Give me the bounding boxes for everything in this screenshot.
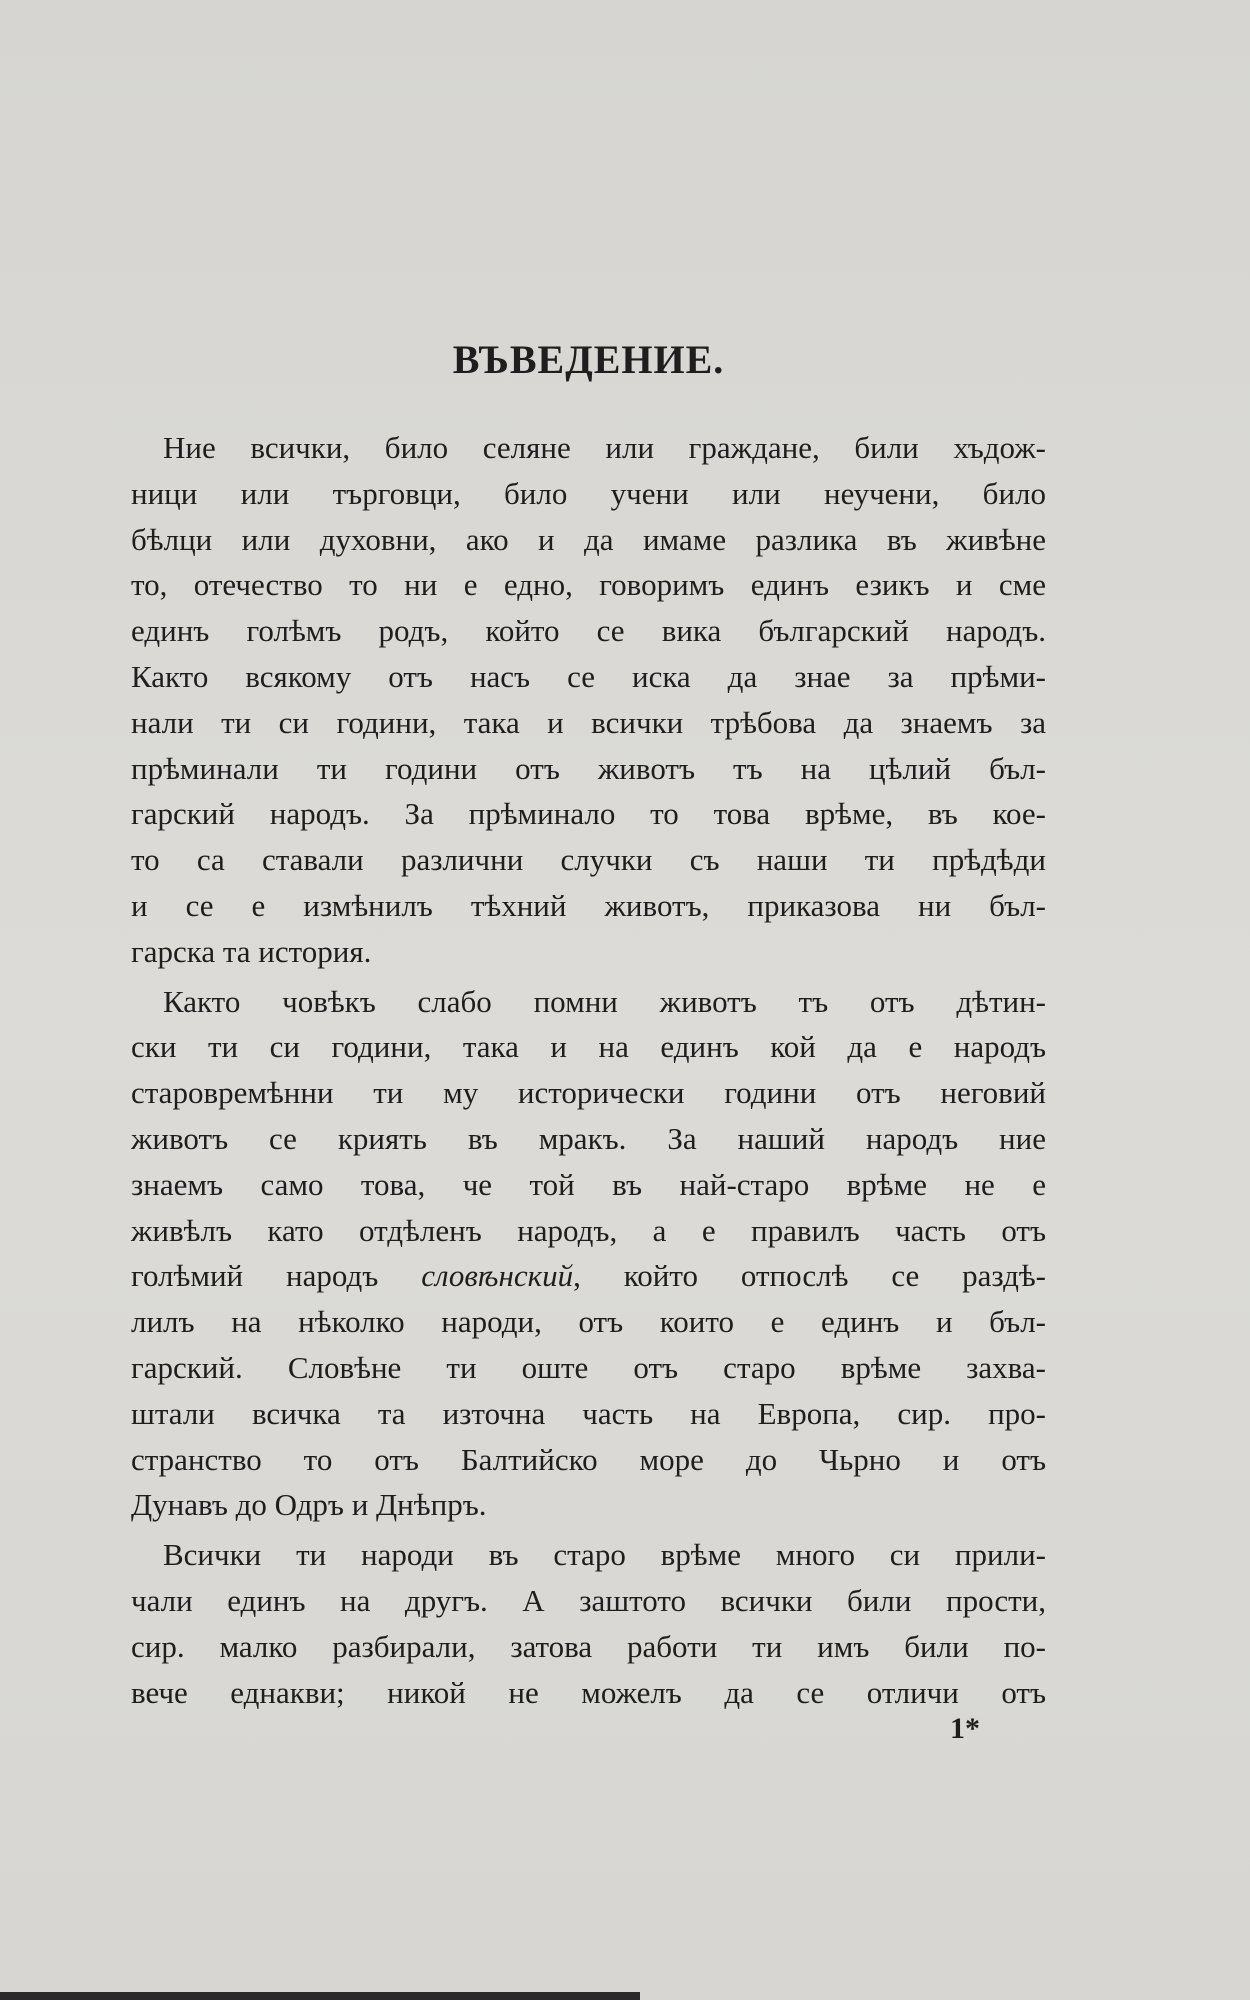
text-line: Ние всички, било селяне или граждане, били хъдож- xyxy=(163,430,1046,465)
text-line: то, отечество то ни е едно, говоримъ единъ езикъ и сме xyxy=(131,567,1046,603)
text-line: гарский народъ. За прѣминало то това врѣме, въ кое- xyxy=(131,796,1046,832)
text-line: животъ се криять въ мракъ. За наший народъ ние xyxy=(131,1120,1046,1156)
text-line: ски ти си години, така и на единъ кой да е народъ xyxy=(131,1029,1046,1065)
text-line: и се е измѣнилъ тѣхний животъ, приказова ни бъл- xyxy=(131,887,1046,923)
text-line xyxy=(131,1253,1046,1299)
paragraph xyxy=(131,979,1046,1529)
paragraph xyxy=(131,425,1046,975)
text-line: вече еднакви; никой не можелъ да се отличи отъ xyxy=(131,1674,1046,1710)
body-text xyxy=(131,425,1046,1715)
text-line: ници или търговци, било учени или неучени, било xyxy=(131,475,1046,511)
text-line: чали единъ на другъ. А заштото всички били прости, xyxy=(131,1582,1046,1618)
text-line: то са ставали различни случки съ наши ти прѣдѣди xyxy=(131,842,1046,878)
text-line: Както човѣкъ слабо помни животъ тъ отъ дѣтин- xyxy=(163,983,1046,1019)
paragraph xyxy=(131,1532,1046,1715)
text-line: гарска та история. xyxy=(131,933,372,969)
text-line: Както всякому отъ насъ се иска да знае за прѣми- xyxy=(131,658,1046,694)
page-number: 1* xyxy=(950,1712,980,1745)
chapter-title: ВЪВЕДЕНИЕ. xyxy=(452,337,725,382)
text-line: Всички ти народи въ старо врѣме много си прили- xyxy=(163,1537,1046,1573)
text-line: странство то отъ Балтийско море до Чьрно и отъ xyxy=(131,1441,1046,1477)
text-line: бѣлци или духовни, ако и да имаме разлика въ живѣне xyxy=(131,521,1046,557)
text-segment: голѣмий народъ xyxy=(131,1258,422,1294)
text-line: прѣминали ти години отъ животъ тъ на цѣлий бъл- xyxy=(131,750,1046,786)
text-segment: , който отпослѣ се раздѣ- xyxy=(573,1258,1046,1294)
text-line: старовремѣнни ти му исторически години отъ неговий xyxy=(131,1075,1046,1111)
text-line: сир. малко разбирали, затова работи ти имъ били по- xyxy=(131,1628,1046,1664)
text-line: штали всичка та източна часть на Европа, сир. про- xyxy=(131,1395,1046,1431)
text-line: живѣлъ като отдѣленъ народъ, а е правилъ часть отъ xyxy=(131,1212,1046,1248)
text-line: гарский. Словѣне ти оште отъ старо врѣме захва- xyxy=(131,1349,1046,1385)
text-line: нали ти си години, така и всички трѣбова да знаемъ за xyxy=(131,704,1046,740)
text-line: лилъ на нѣколко народи, отъ които е единъ и бъл- xyxy=(131,1304,1046,1340)
text-line: единъ голѣмъ родъ, който се вика българский народъ. xyxy=(131,613,1046,649)
text-line: знаемъ само това, че той въ най-старо врѣме не е xyxy=(131,1166,1046,1202)
page-edge-shadow xyxy=(0,1992,640,2000)
italic-term: словѣнский xyxy=(421,1258,574,1294)
text-line: Дунавъ до Одръ и Днѣпръ. xyxy=(131,1487,487,1523)
